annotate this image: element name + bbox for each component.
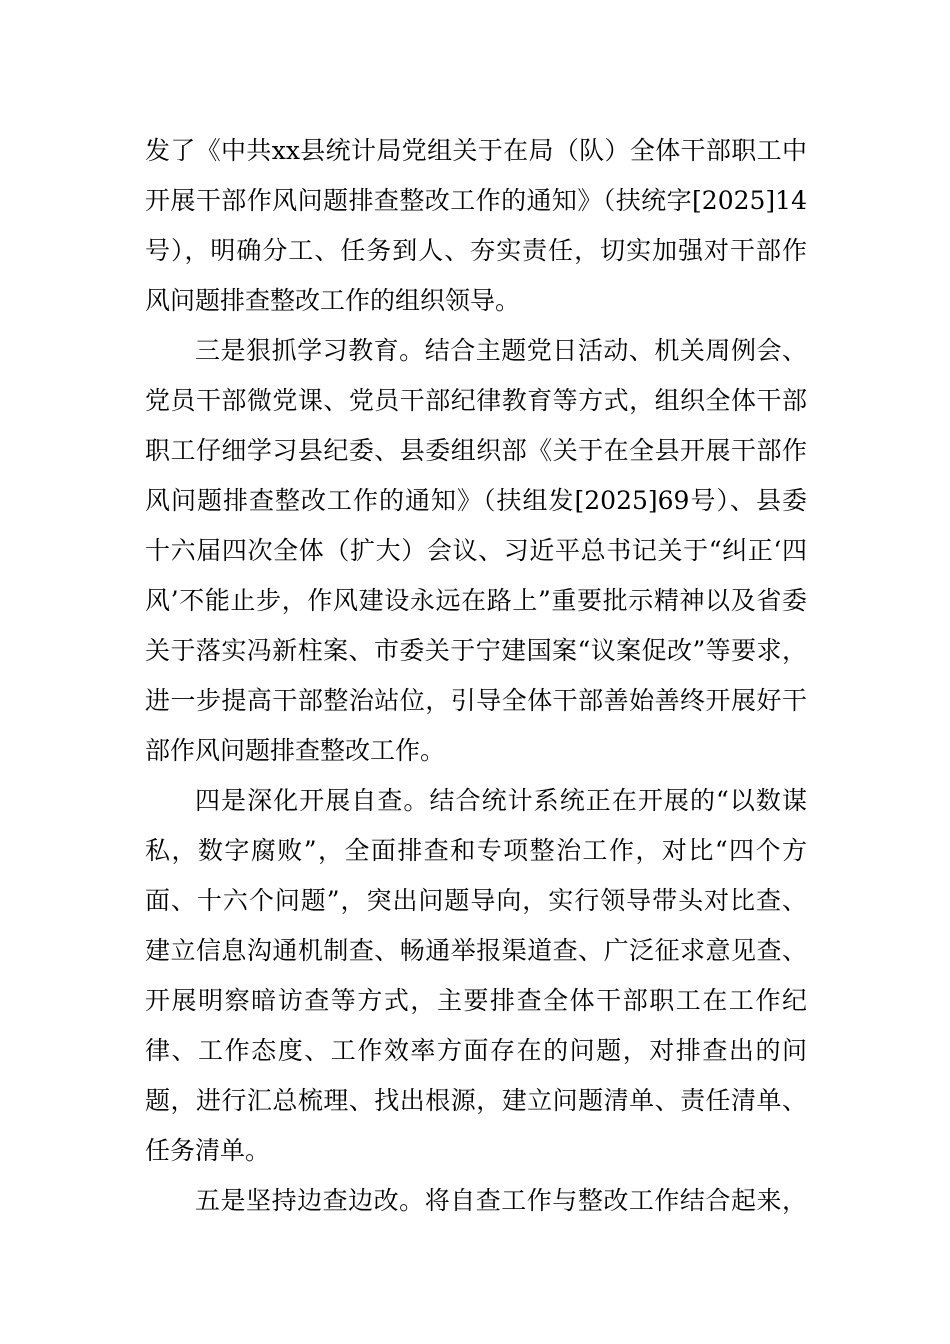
text-line: 部职工仔细学习县纪委、县委组织部《关于在全县开展干 <box>145 386 807 465</box>
text-line: 查出的问题，进行汇总梳理、找出根源，建立问题清单、 <box>145 1036 807 1115</box>
text-line: 中开展干部作风问题排查整改工作的通知》（扶统字 <box>145 136 807 215</box>
text-line: 县委十六届四次全体（扩大）会议、习近平总书记关于 <box>145 486 807 565</box>
text-line: 在工作纪律、工作态度、工作效率方面存在的问题，对排 <box>145 986 807 1065</box>
text-line: 个方面、十六个问题”，突出问题导向，实行领导带头对 <box>145 836 807 915</box>
text-line: 对干部作风问题排查整改工作的组织领导。 <box>145 236 807 315</box>
text-line: 三是狠抓学习教育。结合主题党日活动、机关周例会、 <box>195 336 807 365</box>
paragraph-self-inspection <box>145 776 807 1176</box>
text-line: 责任清单、任务清单。 <box>145 1086 807 1165</box>
paragraph-study-education <box>145 326 807 776</box>
paragraph-check-and-rectify <box>145 1176 807 1226</box>
text-line: 体干部善始善终开展好干部作风问题排查整改工作。 <box>145 686 807 765</box>
text-line: “纠正‘四风’不能止步，作风建设永远在路上”重要批 <box>145 536 807 615</box>
text-line: “议案促改”等要求，进一步提高干部整治站位，引导全 <box>145 636 808 715</box>
text-line: 意见查、开展明察暗访查等方式，主要排查全体干部职工 <box>145 936 807 1015</box>
text-line: [2025]14号），明确分工、任务到人、夯实责任，切实加强 <box>145 186 807 265</box>
document-body <box>145 126 807 1226</box>
text-line: 四是深化开展自查。结合统计系统正在开展的“以数 <box>195 786 782 815</box>
text-line: 示精神以及省委关于落实冯新柱案、市委关于宁建国案 <box>145 586 807 665</box>
text-line: 谋私，数字腐败”，全面排查和专项整治工作，对比“四 <box>145 786 807 865</box>
text-line: 发了《中共xx县统计局党组关于在局（队）全体干部职工 <box>145 136 782 165</box>
text-line: 党员干部微党课、党员干部纪律教育等方式，组织全体干 <box>145 386 782 415</box>
paragraph-notice-issued <box>145 126 807 326</box>
text-line: 比查、建立信息沟通机制查、畅通举报渠道查、广泛征求 <box>145 886 807 965</box>
text-line: 部作风问题排查整改工作的通知》（扶组发[2025]69号）、 <box>145 436 807 515</box>
text-line: 五是坚持边查边改。将自查工作与整改工作结合起来， <box>195 1186 807 1215</box>
